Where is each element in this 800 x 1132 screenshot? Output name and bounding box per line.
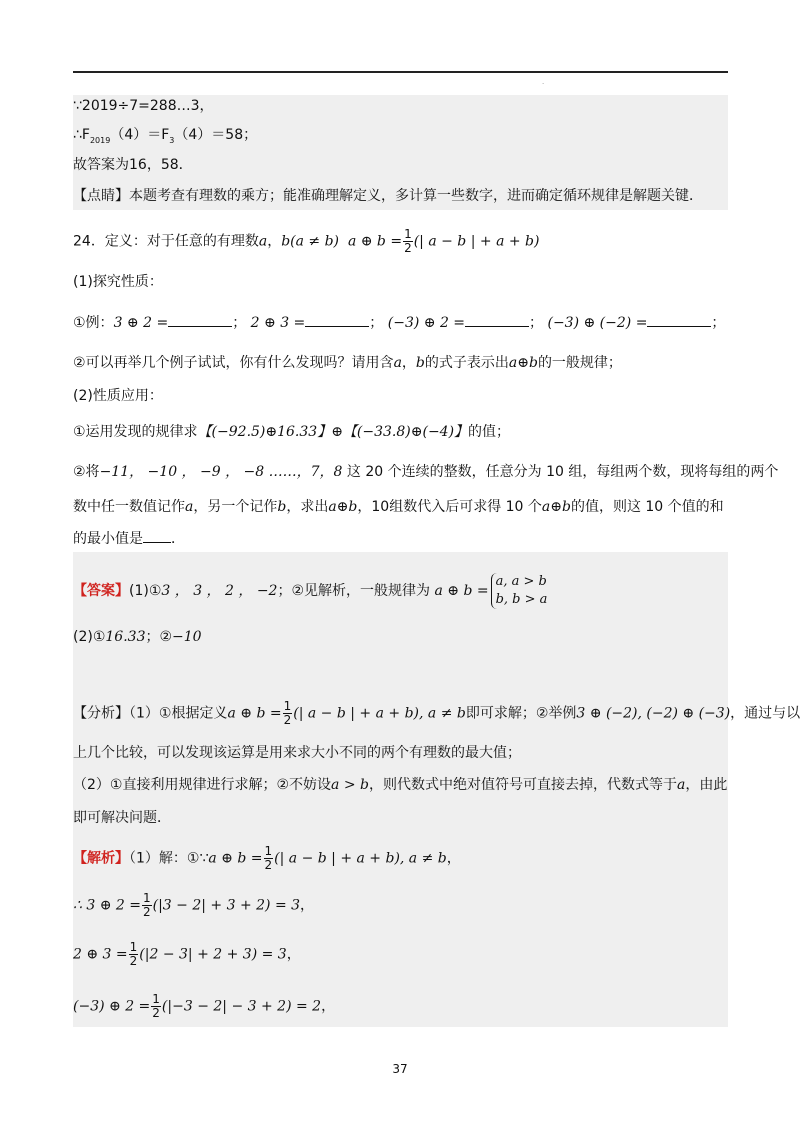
comment-tag: 【点睛】 bbox=[73, 188, 129, 204]
solution-equation-2: 2 ⊕ 3 = $\frac{1}{2}$ (|2 − 3| + 2 + 3) = 3， bbox=[73, 940, 301, 968]
solution-line-1: ∵2019÷7=288…3， bbox=[73, 98, 214, 114]
analysis-tag: 【分析】 bbox=[73, 705, 129, 722]
header-mark: . bbox=[542, 78, 545, 86]
analysis-line-4: 即可解决问题． bbox=[73, 810, 171, 826]
part-2-question-2-line-1: ②将−11， −10 ， −9 ， −8 ……，7，8 这 20 个连续的整数，任意分为 10 组，每组两个数，现将每组的两个 bbox=[73, 464, 779, 480]
answer-blank-3[interactable] bbox=[465, 312, 529, 327]
answer-line-2: (2)①16.33；②−10 bbox=[73, 629, 202, 645]
answer-blank-2[interactable] bbox=[305, 312, 369, 327]
solution-equation-1: ∴ 3 ⊕ 2 = $\frac{1}{2}$ (|3 − 2| + 3 + 2) = 3， bbox=[73, 891, 315, 919]
analysis-line-2: 上几个比较，可以发现该运算是用来求大小不同的两个有理数的最大值； bbox=[73, 745, 521, 761]
header-rule bbox=[73, 71, 728, 73]
question-24-title: 24．定义：对于任意的有理数a，b(a ≠ b) a ⊕ b = $\frac{1}{2}$ (| a − b | + a + b) bbox=[73, 227, 540, 255]
analysis-line-1: 【分析】（1）①根据定义a ⊕ b = $\frac{1}{2}$ (| a − b | + a + b), a ≠ b即可求解；②举例3 ⊕ (−2), (−2) ⊕ (−3)，通过与以 bbox=[73, 699, 800, 727]
answer-blank-4[interactable] bbox=[647, 312, 711, 327]
solution-line-3: 故答案为16，58． bbox=[73, 157, 193, 173]
solution-header: 【解析】（1）解：①∵a ⊕ b = $\frac{1}{2}$ (| a − b | + a + b), a ≠ b， bbox=[73, 844, 461, 872]
comment-line: 【点睛】本题考查有理数的乘方；能准确理解定义，多计算一些数字，进而确定循环规律是解题关键． bbox=[73, 188, 703, 204]
answer-line-1: 【答案】(1)①3 ， 3 ， 2 ， −2；②见解析，一般规律为 a ⊕ b = a, a > b b, b > a bbox=[73, 574, 548, 607]
part-2-title: (2)性质应用： bbox=[73, 388, 163, 404]
part-2-question-1: ①运用发现的规律求【(−92.5)⊕16.33】⊕【(−33.8)⊕(−4)】的值； bbox=[73, 424, 511, 440]
answer-blank-1[interactable] bbox=[168, 312, 232, 327]
part-2-question-2-line-2: 数中任一数值记作a，另一个记作b，求出a⊕b，10组数代入后可求得 10 个a⊕b的值，则这 10 个值的和 bbox=[73, 499, 724, 515]
part-1-examples: ①例：3 ⊕ 2 = ； 2 ⊕ 3 = ； (−3) ⊕ 2 = ； (−3) ⊕ (−2) = ； bbox=[73, 312, 725, 333]
part-2-question-2-line-3: 的最小值是 ． bbox=[73, 528, 185, 549]
answer-blank-5[interactable] bbox=[143, 528, 171, 543]
analysis-line-3: （2）①直接利用规律进行求解；②不妨设a > b，则代数式中绝对值符号可直接去掉，代数式等于a，由此 bbox=[73, 777, 728, 793]
part-1-question-2: ②可以再举几个例子试试，你有什么发现吗？请用含a，b的式子表示出a⊕b的一般规律； bbox=[73, 355, 622, 371]
solution-equation-3: (−3) ⊕ 2 = $\frac{1}{2}$ (|−3 − 2| − 3 + 2) = 2， bbox=[73, 992, 336, 1020]
solution-tag: 【解析】 bbox=[73, 850, 129, 867]
piecewise-cases: a, a > b b, b > a bbox=[491, 573, 548, 609]
answer-tag: 【答案】 bbox=[73, 583, 129, 599]
part-1-title: (1)探究性质： bbox=[73, 274, 163, 290]
solution-line-2: $\therefore F_{2019}(4)=F_3(4)=58$； bbox=[73, 127, 258, 145]
page-number: 37 bbox=[392, 1062, 408, 1076]
